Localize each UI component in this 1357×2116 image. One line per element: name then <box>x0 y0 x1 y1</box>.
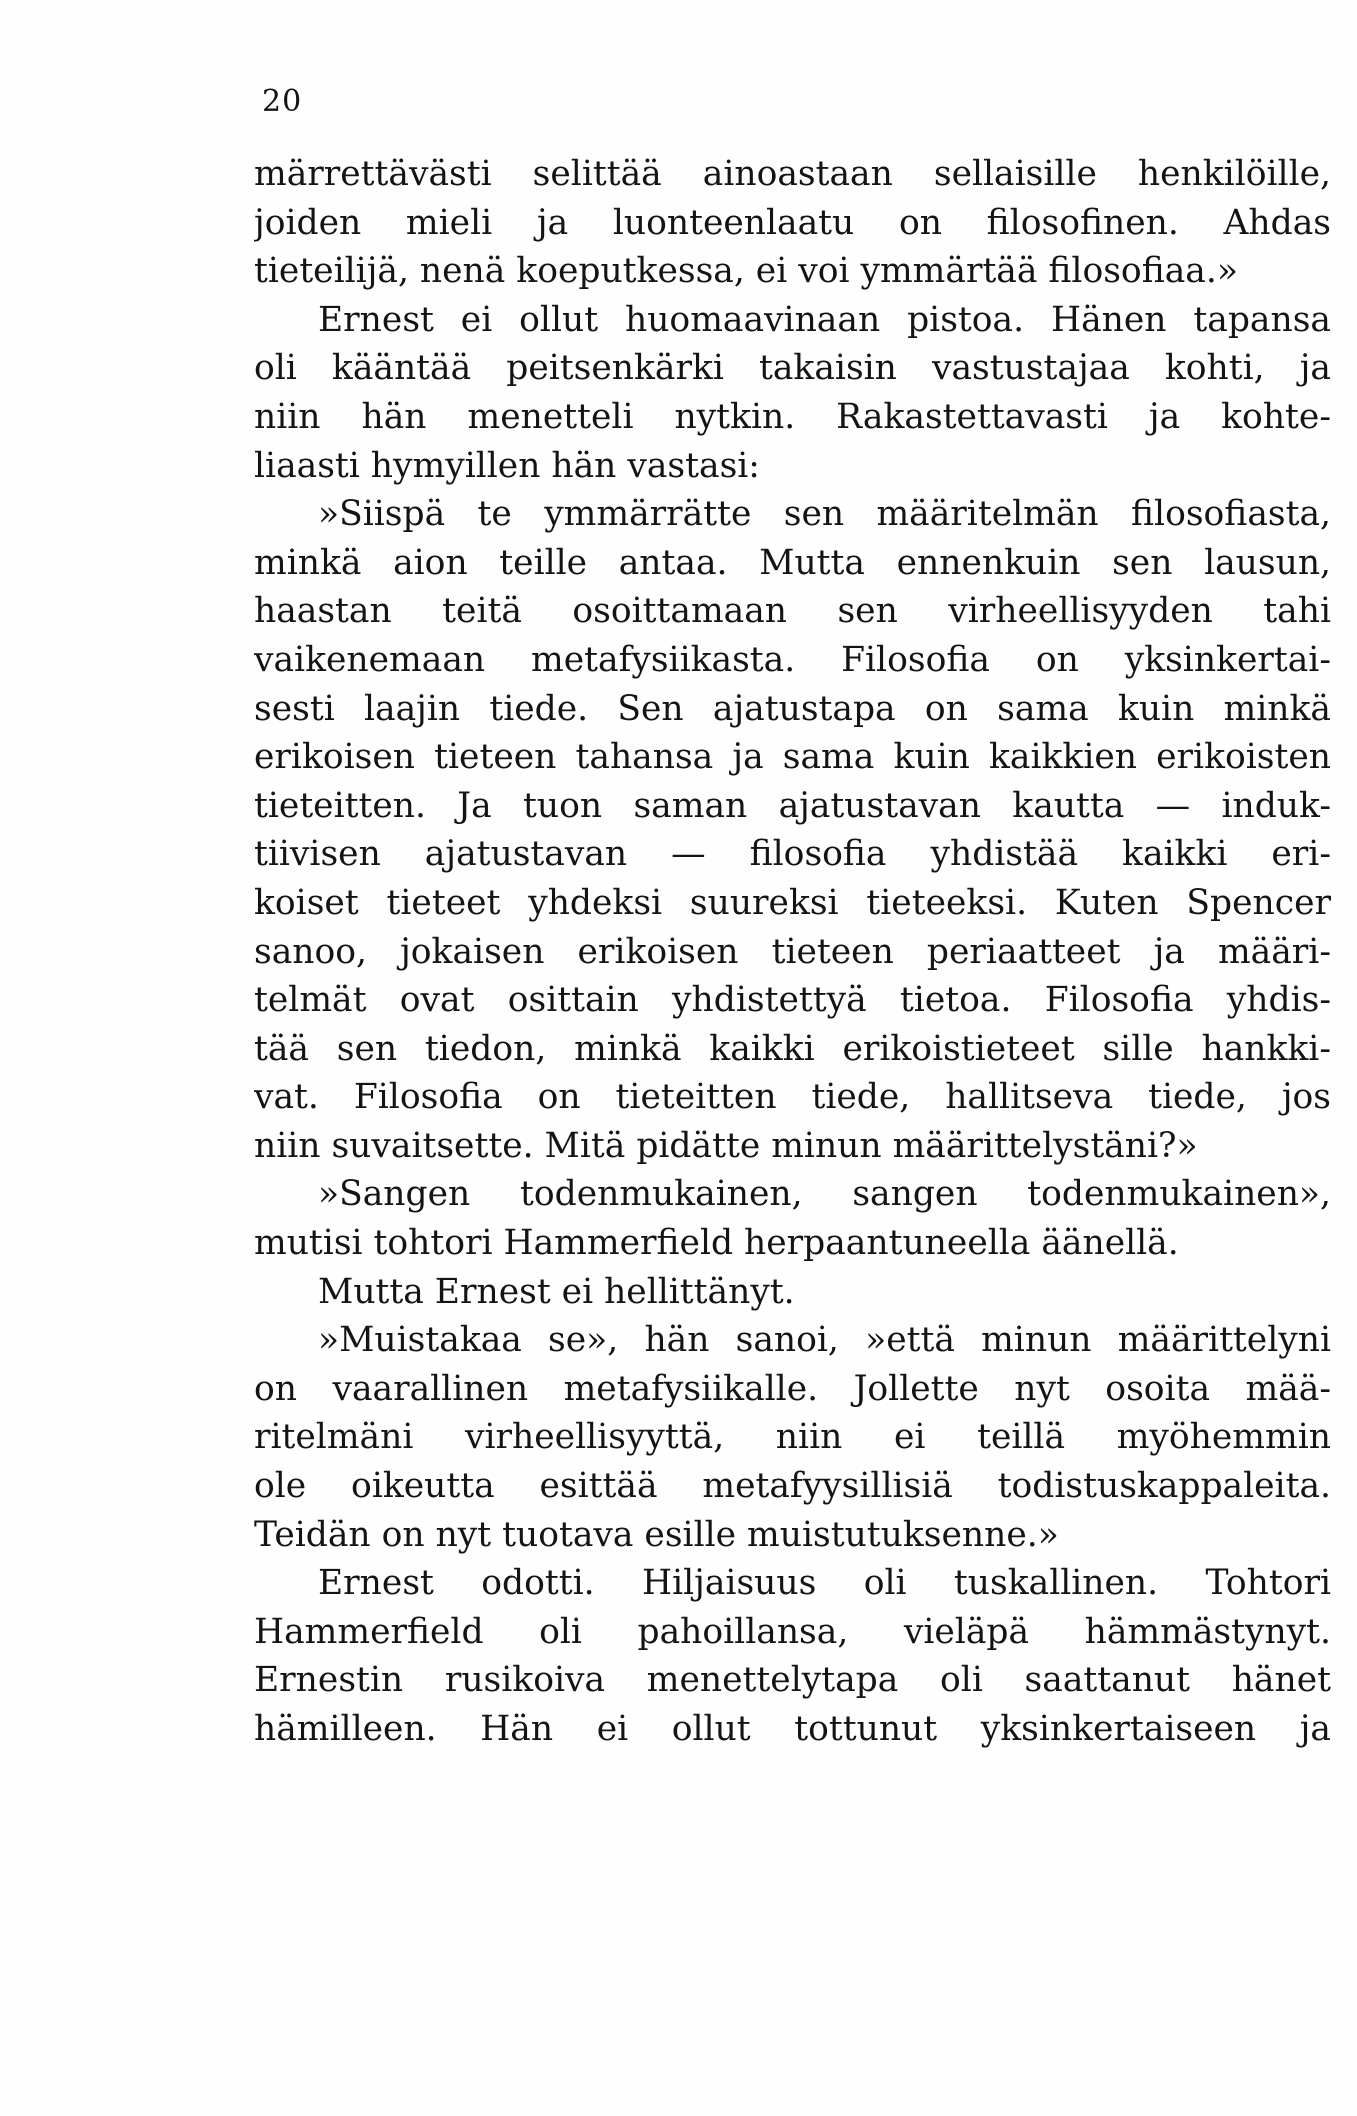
text-line-4: Ernest ei ollut huomaavinaan pistoa. Hänen tapansa <box>318 299 1331 340</box>
text-line-17: sanoo, jokaisen erikoisen tieteen periaatteet ja määri- <box>254 931 1331 972</box>
text-line-33: hämilleen. Hän ei ollut tottunut yksinkertaiseen ja <box>254 1709 1331 1749</box>
text-line-29: Teidän on nyt tuotava esille muistutuksenne.» <box>254 1514 1059 1555</box>
text-line-20: vat. Filosofia on tieteitten tiede, hallitseva tiede, jos <box>254 1077 1331 1118</box>
text-line-13: erikoisen tieteen tahansa ja sama kuin kaikkien erikoisten <box>254 737 1331 778</box>
text-line-28: ole oikeutta esittää metafyysillisiä todistuskappaleita. <box>254 1466 1331 1507</box>
text-line-10: haastan teitä osoittamaan sen virheellisyyden tahi <box>254 591 1331 632</box>
page-number: 20 <box>262 84 303 119</box>
text-line-9: minkä aion teille antaa. Mutta ennenkuin sen lausun, <box>254 542 1331 583</box>
text-line-5: oli kääntää peitsenkärki takaisin vastustajaa kohti, ja <box>254 348 1331 389</box>
text-line-31: Hammerfield oli pahoillansa, vieläpä hämmästynyt. <box>254 1611 1331 1652</box>
text-line-11: vaikenemaan metafysiikasta. Filosofia on yksinkertai- <box>254 639 1331 680</box>
text-line-7: liaasti hymyillen hän vastasi: <box>254 445 760 486</box>
text-line-2: joiden mieli ja luonteenlaatu on filosofinen. Ahdas <box>254 202 1331 243</box>
text-line-8: »Siispä te ymmärrätte sen määritelmän filosofiasta, <box>318 494 1331 535</box>
text-line-30: Ernest odotti. Hiljaisuus oli tuskallinen. Tohtori <box>318 1563 1331 1604</box>
text-line-24: Mutta Ernest ei hellittänyt. <box>318 1271 795 1312</box>
text-line-26: on vaarallinen metafysiikalle. Jollette nyt osoita mää- <box>254 1368 1331 1409</box>
text-line-12: sesti laajin tiede. Sen ajatustapa on sama kuin minkä <box>254 688 1331 729</box>
body-text <box>254 150 1331 1754</box>
text-line-19: tää sen tiedon, minkä kaikki erikoistieteet sille hankki- <box>254 1028 1331 1069</box>
text-line-21: niin suvaitsette. Mitä pidätte minun määrittelystäni?» <box>254 1125 1198 1166</box>
text-line-1: märrettävästi selittää ainoastaan sellaisille henkilöille, <box>254 154 1331 194</box>
text-line-15: tiivisen ajatustavan — filosofia yhdistää kaikki eri- <box>254 834 1331 875</box>
text-line-22: »Sangen todenmukainen, sangen todenmukainen», <box>318 1174 1331 1215</box>
text-line-18: telmät ovat osittain yhdistettyä tietoa. Filosofia yhdis- <box>254 980 1331 1021</box>
text-line-16: koiset tieteet yhdeksi suureksi tieteeksi. Kuten Spencer <box>254 882 1331 923</box>
text-line-32: Ernestin rusikoiva menettelytapa oli saattanut hänet <box>254 1660 1331 1701</box>
text-line-27: ritelmäni virheellisyyttä, niin ei teillä myöhemmin <box>254 1417 1331 1458</box>
text-line-14: tieteitten. Ja tuon saman ajatustavan kautta — induk- <box>254 785 1331 826</box>
text-line-6: niin hän menetteli nytkin. Rakastettavasti ja kohte- <box>254 396 1331 437</box>
text-line-23: mutisi tohtori Hammerfield herpaantuneella äänellä. <box>254 1223 1179 1264</box>
text-line-25: »Muistakaa se», hän sanoi, »että minun määrittelyni <box>318 1320 1331 1361</box>
text-line-3: tieteilijä, nenä koeputkessa, ei voi ymmärtää filosofiaa.» <box>254 251 1238 292</box>
